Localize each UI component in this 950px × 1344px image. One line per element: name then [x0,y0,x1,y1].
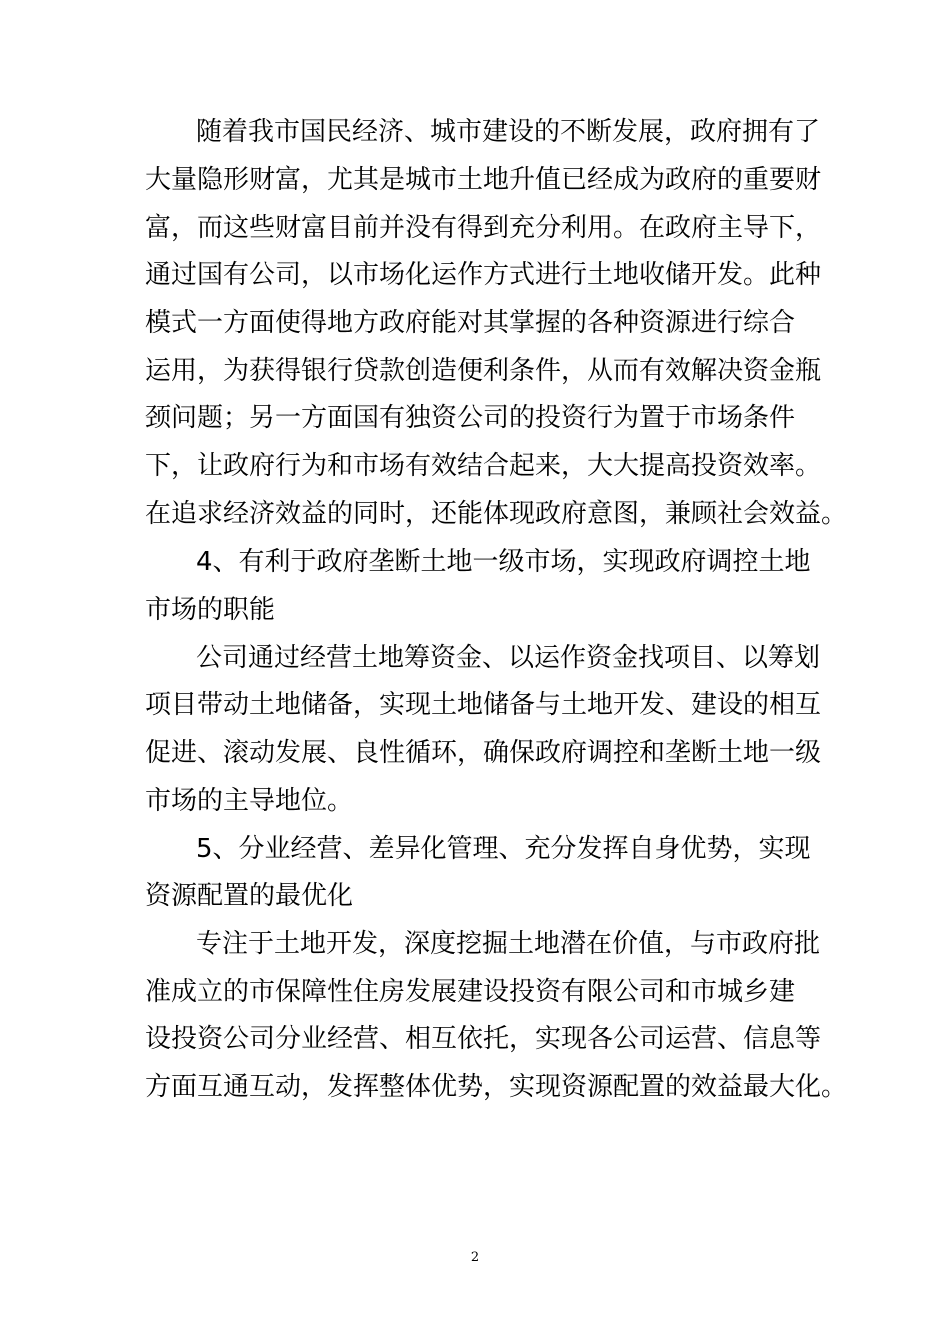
page-number: 2 [470,1250,480,1265]
paragraph-line: 富，而这些财富目前并没有得到充分利用。在政府主导下， [145,213,822,243]
paragraph-line: 运用，为获得银行贷款创造便利条件，从而有效解决资金瓶 [145,356,822,386]
paragraph-line: 准成立的市保障性住房发展建设投资有限公司和市城乡建 [145,977,796,1007]
paragraph-line: 通过国有公司，以市场化运作方式进行土地收储开发。此种 [145,260,822,290]
paragraph-line: 颈问题；另一方面国有独资公司的投资行为置于市场条件 [145,403,796,433]
paragraph-line: 下，让政府行为和市场有效结合起来，大大提高投资效率。 [145,451,822,481]
section-heading: 市场的职能 [145,595,276,625]
paragraph-line: 促进、滚动发展、良性循环，确保政府调控和垄断土地一级 [145,738,822,768]
paragraph-line: 大量隐形财富，尤其是城市土地升值已经成为政府的重要财 [145,165,822,195]
section-heading: 资源配置的最优化 [145,881,354,911]
paragraph-line: 随着我市国民经济、城市建设的不断发展，政府拥有了 [196,117,821,147]
paragraph-line: 公司通过经营土地筹资金、以运作资金找项目、以筹划 [196,643,821,673]
paragraph-line: 在追求经济效益的同时，还能体现政府意图，兼顾社会效益。 [145,499,848,529]
section-heading: 4、有利于政府垄断土地一级市场，实现政府调控土地 [196,547,811,577]
section-heading: 5、分业经营、差异化管理、充分发挥自身优势，实现 [196,834,811,864]
paragraph-line: 专注于土地开发，深度挖掘土地潜在价值，与市政府批 [196,929,821,959]
paragraph-line: 模式一方面使得地方政府能对其掌握的各种资源进行综合 [145,308,796,338]
paragraph-line: 方面互通互动，发挥整体优势，实现资源配置的效益最大化。 [145,1072,848,1102]
paragraph-line: 市场的主导地位。 [145,786,354,816]
paragraph-line: 项目带动土地储备，实现土地储备与土地开发、建设的相互 [145,690,822,720]
paragraph-line: 设投资公司分业经营、相互依托，实现各公司运营、信息等 [145,1024,822,1054]
